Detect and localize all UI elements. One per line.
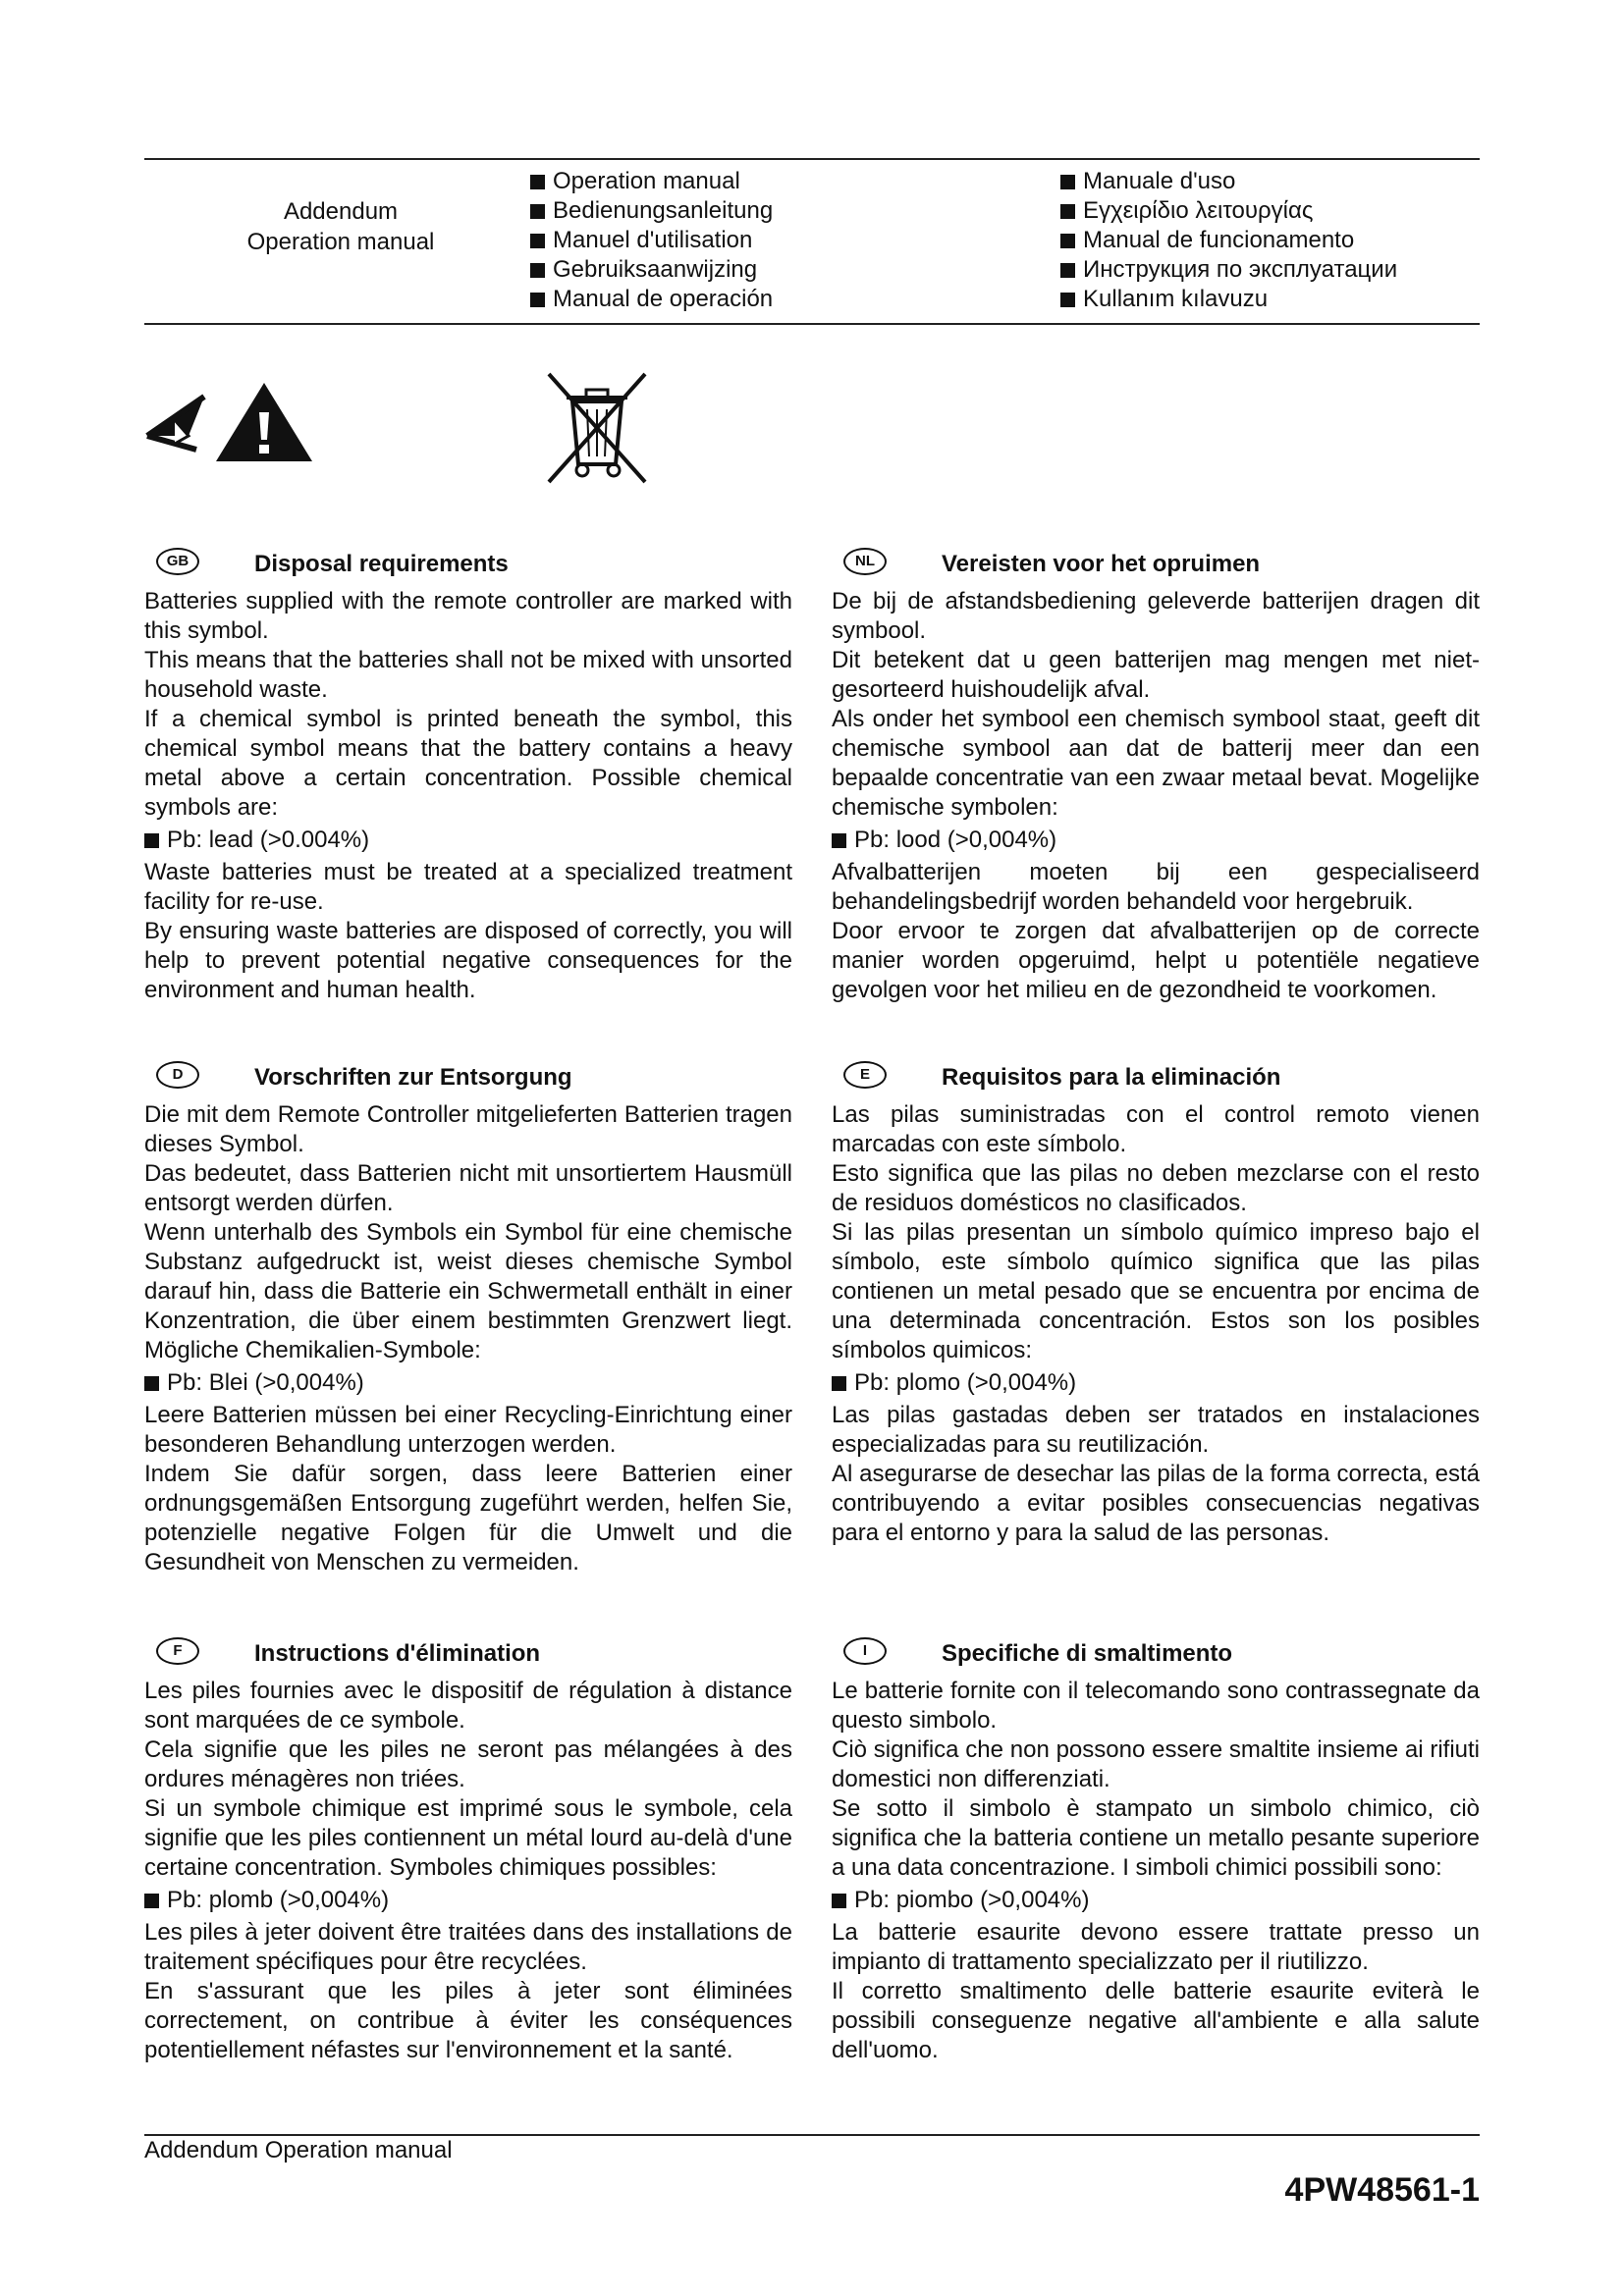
section-e bbox=[832, 1063, 1480, 1548]
paragraph: Ciò significa che non possono essere smaltite insieme ai rifiuti domestici non differenziati. bbox=[832, 1736, 1480, 1792]
header-top-rule bbox=[144, 158, 1480, 160]
paragraph: This means that the batteries shall not be mixed with unsorted household waste. bbox=[144, 647, 792, 703]
paragraph: En s'assurant que les piles à jeter sont éliminées correctement, on contribue à éviter les conséquences potentiellement néfastes sur l'environnement et la santé. bbox=[144, 1978, 792, 2063]
bullet-item: Pb: piombo (>0,004%) bbox=[832, 1886, 1480, 1915]
paragraph: Las pilas gastadas deben ser tratados en instalaciones especializadas para su reutilización. bbox=[832, 1402, 1480, 1458]
language-badge-nl: NL bbox=[843, 548, 887, 575]
section-title: Vorschriften zur Entsorgung bbox=[254, 1064, 572, 1091]
language-list-1 bbox=[530, 167, 773, 314]
paragraph: If a chemical symbol is printed beneath the symbol, this chemical symbol means that the battery contains a heavy metal above a certain concentration. Possible chemical symbols are: bbox=[144, 706, 792, 821]
paragraph: Indem Sie dafür sorgen, dass leere Batterien einer ordnungsgemäßen Entsorgung zugeführt werden, helfen Sie, potenzielle negative Folgen für die Umwelt und die Gesundheit von Menschen zu vermeiden. bbox=[144, 1461, 792, 1575]
section-i bbox=[832, 1639, 1480, 2065]
section-title: Specifiche di smaltimento bbox=[942, 1640, 1233, 1667]
paragraph: De bij de afstandsbediening geleverde batterijen dragen dit symbool. bbox=[832, 588, 1480, 644]
footer-label: Addendum Operation manual bbox=[144, 2137, 453, 2163]
language-badge-i: I bbox=[843, 1637, 887, 1665]
language-item: Manuel d'utilisation bbox=[530, 226, 773, 255]
paragraph: Les piles fournies avec le dispositif de régulation à distance sont marquées de ce symbole. bbox=[144, 1678, 792, 1734]
language-badge-f: F bbox=[156, 1637, 199, 1665]
section-d bbox=[144, 1063, 792, 1577]
language-item: Operation manual bbox=[530, 167, 773, 196]
section-title: Disposal requirements bbox=[254, 551, 509, 577]
paragraph: Afvalbatterijen moeten bij een gespecialiseerd behandelingsbedrijf worden behandeld voor hergebruik. bbox=[832, 859, 1480, 915]
paragraph: Cela signifie que les piles ne seront pas mélangées à des ordures ménagères non triées. bbox=[144, 1736, 792, 1792]
section-f bbox=[144, 1639, 792, 2065]
paragraph: Door ervoor te zorgen dat afvalbatterijen op de correcte manier worden opgeruimd, helpt u potentiële negatieve gevolgen voor het milieu en de gezondheid te voorkomen. bbox=[832, 918, 1480, 1003]
section-title: Requisitos para la eliminación bbox=[942, 1064, 1281, 1091]
language-item: Kullanım kılavuzu bbox=[1060, 285, 1397, 314]
paragraph: Das bedeutet, dass Batterien nicht mit unsortiertem Hausmüll entsorgt werden dürfen. bbox=[144, 1160, 792, 1216]
paragraph: Il corretto smaltimento delle batterie esaurite eviterà le possibili conseguenze negative all'ambiente e alla salute dell'uomo. bbox=[832, 1978, 1480, 2063]
paragraph: Las pilas suministradas con el control remoto vienen marcadas con este símbolo. bbox=[832, 1101, 1480, 1157]
paragraph: Esto significa que las pilas no deben mezclarse con el resto de residuos domésticos no clasificados. bbox=[832, 1160, 1480, 1216]
language-item: Gebruiksaanwijzing bbox=[530, 255, 773, 285]
paragraph: Wenn unterhalb des Symbols ein Symbol für eine chemische Substanz aufgedruckt ist, weist dieses chemische Symbol darauf hin, dass die Batterie ein Schwermetall enthält in einer Konzentration, die über einem bestimmten Grenzwert liegt. Mögliche Chemikalien-Symbole: bbox=[144, 1219, 792, 1363]
language-item: Bedienungsanleitung bbox=[530, 196, 773, 226]
bullet-item: Pb: lood (>0,004%) bbox=[832, 826, 1480, 855]
language-badge-e: E bbox=[843, 1061, 887, 1089]
language-item: Инструкция по эксплуатации bbox=[1060, 255, 1397, 285]
paragraph: Waste batteries must be treated at a specialized treatment facility for re-use. bbox=[144, 859, 792, 915]
paragraph: Si las pilas presentan un símbolo químico impreso bajo el símbolo, este símbolo químico significa que las pilas contienen un metal pesado que se encuentra por encima de una determinada concentración. Estos son los posibles símbolos quimicos: bbox=[832, 1219, 1480, 1363]
paragraph: Les piles à jeter doivent être traitées dans des installations de traitement spécifiques pour être recyclées. bbox=[144, 1919, 792, 1975]
paragraph: La batterie esaurite devono essere trattate presso un impianto di trattamento specializzato per il riutilizzo. bbox=[832, 1919, 1480, 1975]
paragraph: Al asegurarse de desechar las pilas de la forma correcta, está contribuyendo a evitar posibles consecuencias negativas para el entorno y para la salud de las personas. bbox=[832, 1461, 1480, 1546]
paragraph: Le batterie fornite con il telecomando sono contrassegnate da questo simbolo. bbox=[832, 1678, 1480, 1734]
title-line-1: Addendum bbox=[283, 198, 399, 225]
paragraph: Si un symbole chimique est imprimé sous le symbole, cela signifie que les piles contiennent un métal lourd au-delà d'une certaine concentration. Symboles chimiques possibles: bbox=[144, 1795, 792, 1881]
paragraph: Die mit dem Remote Controller mitgelieferten Batterien tragen dieses Symbol. bbox=[144, 1101, 792, 1157]
paragraph: By ensuring waste batteries are disposed of correctly, you will help to prevent potential negative consequences for the environment and human health. bbox=[144, 918, 792, 1003]
paragraph: Batteries supplied with the remote controller are marked with this symbol. bbox=[144, 588, 792, 644]
document-number: 4PW48561-1 bbox=[1284, 2171, 1480, 2209]
section-nl bbox=[832, 550, 1480, 1005]
language-item: Manual de funcionamento bbox=[1060, 226, 1397, 255]
header-bottom-rule bbox=[144, 323, 1480, 325]
section-title: Instructions d'élimination bbox=[254, 1640, 541, 1667]
bullet-item: Pb: Blei (>0,004%) bbox=[144, 1368, 792, 1398]
bullet-item: Pb: plomo (>0,004%) bbox=[832, 1368, 1480, 1398]
section-gb bbox=[144, 550, 792, 1005]
title-line-2: Operation manual bbox=[246, 229, 435, 255]
paragraph: Se sotto il simbolo è stampato un simbolo chimico, ciò significa che la batteria contiene un metallo pesante superiore a una data concentrazione. I simboli chimici possibili sono: bbox=[832, 1795, 1480, 1881]
language-item: Εγχειρίδιο λειτουργίας bbox=[1060, 196, 1397, 226]
language-badge-gb: GB bbox=[156, 548, 199, 575]
section-title: Vereisten voor het opruimen bbox=[942, 551, 1261, 577]
paragraph: Leere Batterien müssen bei einer Recycling-Einrichtung einer besonderen Behandlung unterzogen werden. bbox=[144, 1402, 792, 1458]
paragraph: Dit betekent dat u geen batterijen mag mengen met niet-gesorteerd huishoudelijk afval. bbox=[832, 647, 1480, 703]
crossed-out-wheelie-bin-icon bbox=[543, 368, 651, 491]
language-item: Manual de operación bbox=[530, 285, 773, 314]
language-item: Manuale d'uso bbox=[1060, 167, 1397, 196]
bullet-item: Pb: plomb (>0,004%) bbox=[144, 1886, 792, 1915]
document-title bbox=[144, 196, 537, 257]
warning-read-manual-icon bbox=[145, 375, 322, 468]
language-badge-d: D bbox=[156, 1061, 199, 1089]
language-list-2 bbox=[1060, 167, 1397, 314]
paragraph: Als onder het symbool een chemisch symbool staat, geeft dit chemische symbool aan dat de batterij meer dan een bepaalde concentratie van een zwaar metaal bevat. Mogelijke chemische symbolen: bbox=[832, 706, 1480, 821]
bullet-item: Pb: lead (>0.004%) bbox=[144, 826, 792, 855]
